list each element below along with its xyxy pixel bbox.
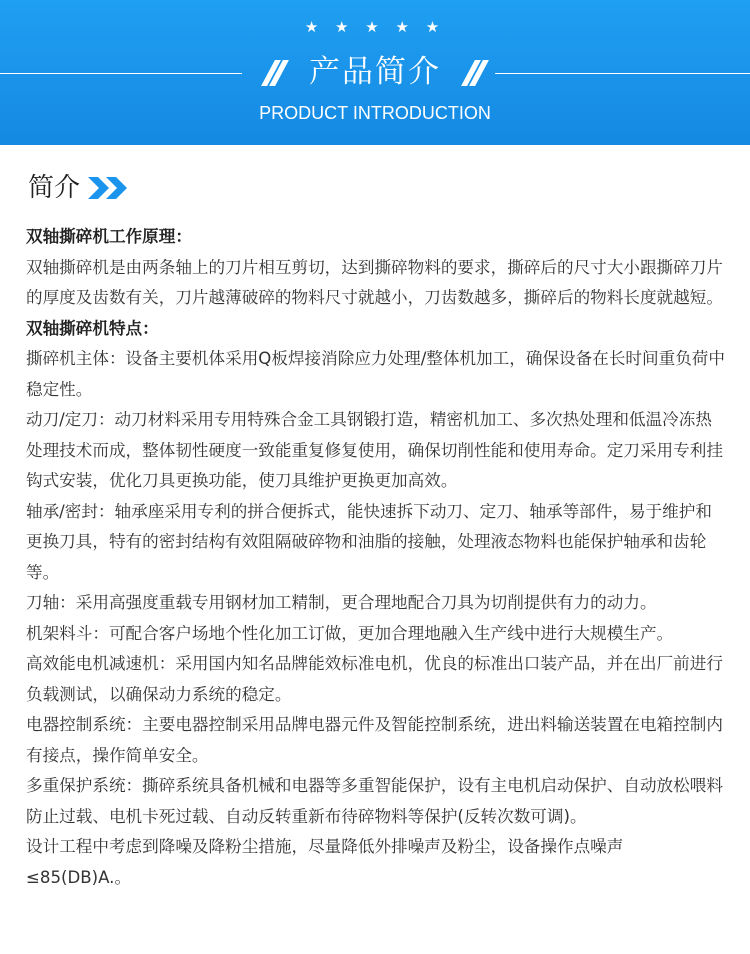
principle-heading: 双轴撕碎机工作原理： bbox=[26, 227, 192, 246]
feature-item: 设计工程中考虑到降噪及降粉尘措施，尽量降低外排噪声及粉尘，设备操作点噪声≤85(DB)A.。 bbox=[26, 837, 624, 887]
right-divider-line bbox=[495, 73, 750, 74]
section-header bbox=[28, 168, 132, 208]
section-title: 简介 bbox=[28, 173, 81, 203]
header-banner bbox=[0, 0, 750, 145]
star-rating-decoration: ★ ★ ★ ★ ★ bbox=[304, 18, 446, 36]
double-chevron-right-icon bbox=[86, 175, 132, 201]
banner-subtitle: PRODUCT INTRODUCTION bbox=[259, 103, 491, 123]
feature-item: 动刀/定刀：动刀材料采用专用特殊合金工具钢锻打造，精密机加工、多次热处理和低温冷冻热处理技术而成，整体韧性硬度一致能重复修复使用，确保切削性能和使用寿命。定刀采用专利挂钩式安装，优化刀具更换功能，使刀具维护更换更加高效。 bbox=[26, 410, 723, 490]
feature-item: 电器控制系统：主要电器控制采用品牌电器元件及智能控制系统，进出料输送装置在电箱控制内有接点，操作简单安全。 bbox=[26, 715, 723, 765]
feature-item: 刀轴：采用高强度重载专用钢材加工精制，更合理地配合刀具为切削提供有力的动力。 bbox=[26, 593, 657, 612]
feature-item: 多重保护系统：撕碎系统具备机械和电器等多重智能保护，设有主电机启动保护、自动放松喂料防止过载、电机卡死过载、自动反转重新布待碎物料等保护(反转次数可调)。 bbox=[26, 776, 723, 826]
features-heading: 双轴撕碎机特点： bbox=[26, 318, 159, 338]
feature-item: 轴承/密封：轴承座采用专利的拼合便拆式，能快速拆下动刀、定刀、轴承等部件，易于维护和更换刀具，特有的密封结构有效阻隔破碎物和油脂的接触，处理液态物料也能保护轴承和齿轮等。 bbox=[26, 501, 712, 582]
feature-item: 机架料斗：可配合客户场地个性化加工订做，更加合理地融入生产线中进行大规模生产。 bbox=[26, 623, 674, 643]
feature-item: 高效能电机减速机：采用国内知名品牌能效标准电机，优良的标准出口装产品，并在出厂前进行负载测试，以确保动力系统的稳定。 bbox=[26, 654, 723, 704]
banner-title: 产品简介 bbox=[309, 54, 441, 90]
feature-item: 撕碎机主体：设备主要机体采用Q板焊接消除应力处理/整体机加工，确保设备在长时间重负荷中稳定性。 bbox=[26, 349, 725, 399]
principle-text: 双轴撕碎机是由两条轴上的刀片相互剪切，达到撕碎物料的要求，撕碎后的尺寸大小跟撕碎刀片的厚度及齿数有关，刀片越薄破碎的物料尺寸就越小，刀齿数越多，撕碎后的物料长度就越短。 bbox=[26, 257, 723, 307]
intro-content bbox=[26, 222, 728, 893]
